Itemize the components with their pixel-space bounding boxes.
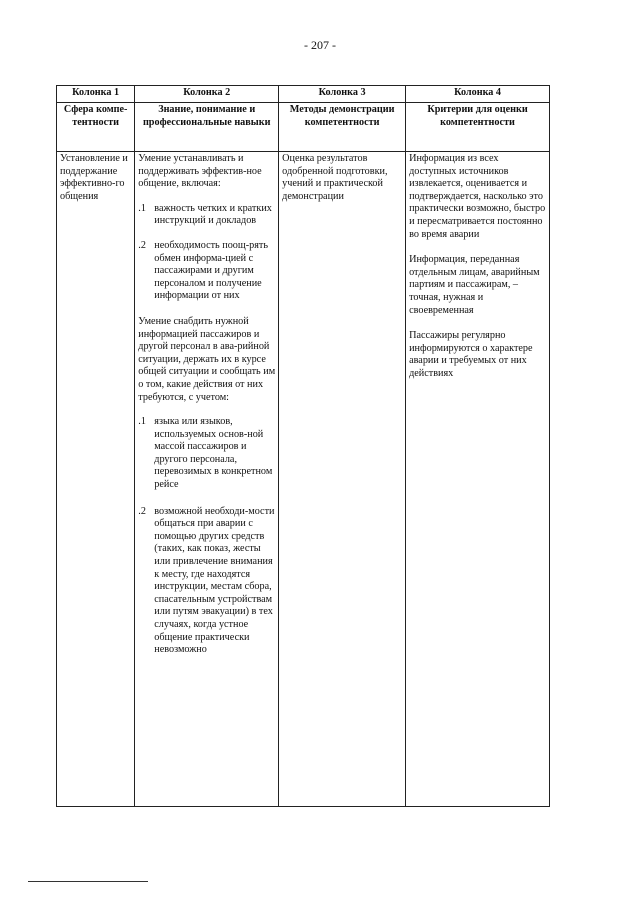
criteria-paragraph-3: Пассажиры регулярно информируются о характере аварии и требуемых от них действиях [409, 330, 533, 379]
header-demonstration-methods: Методы демонстрации компетентности [279, 103, 406, 152]
list-item [138, 506, 275, 657]
list-text: возможной необходи-мости общаться при аварии с помощью других средств (таких, как показ, жесты или привлечение внимания к месту, где находятся инструкции, местам сбора, спасательным устройствам или путям эвакуации) в тех случаях, когда устное общение практически невозможно [154, 505, 275, 656]
criteria-paragraph-1: Информация из всех доступных источников извлекается, оценивается и подтверждается, насколько это практически возможно, быстро и пересматривается постоянно во время аварии [409, 153, 546, 240]
knowledge-middle-paragraph: Умение снабдить нужной информацией пассажиров и другой персонал в ава-рийной ситуации, держать их в курсе общей ситуации и сообщать им о том, какие действия от них требуются, с учетом: [138, 315, 276, 403]
page-number: - 207 - [304, 38, 336, 52]
column-number-3: Колонка 3 [279, 86, 406, 103]
criteria-cell [406, 152, 550, 807]
list-marker: .1 [138, 416, 146, 428]
header-evaluation-criteria: Критерии для оценки компетентности [406, 103, 550, 152]
knowledge-intro: Умение устанавливать и поддерживать эффектив-ное общение, включая: [138, 153, 262, 190]
footnote-divider [28, 881, 148, 882]
list-text: языка или языков, используемых основ-ной массой пассажиров и другого персонала, перевозимых в конкретном рейсе [154, 416, 273, 491]
list-marker: .2 [138, 239, 146, 251]
list-text: необходимость поощ-рять обмен информа-цией с пассажирами и другим персоналом и получение информации от них [154, 239, 268, 302]
list-item [138, 240, 275, 303]
competence-cell [57, 152, 135, 807]
knowledge-cell [135, 152, 279, 807]
header-row [57, 103, 550, 152]
methods-text: Оценка результатов одобренной подготовки, учений и практической демонстрации [282, 153, 388, 202]
column-number-2: Колонка 2 [135, 86, 279, 103]
list-item [138, 416, 275, 492]
header-competence-area: Сфера компе-тентности [57, 103, 135, 152]
column-number-1: Колонка 1 [57, 86, 135, 103]
column-number-row [57, 86, 550, 103]
methods-cell [279, 152, 406, 807]
criteria-paragraph-2: Информация, переданная отдельным лицам, аварийным партиям и пассажирам, – точная, нужная и своевременная [409, 254, 540, 316]
list-item [138, 203, 275, 228]
column-number-4: Колонка 4 [406, 86, 550, 103]
competence-text: Установление и поддержание эффективно-го общения [60, 153, 128, 202]
list-text: важность четких и кратких инструкций и докладов [154, 202, 272, 227]
list-marker: .1 [138, 202, 146, 214]
header-knowledge-skills: Знание, понимание и профессиональные навыки [135, 103, 279, 152]
competence-table [56, 85, 550, 807]
table-row [57, 152, 550, 807]
list-marker: .2 [138, 505, 146, 517]
